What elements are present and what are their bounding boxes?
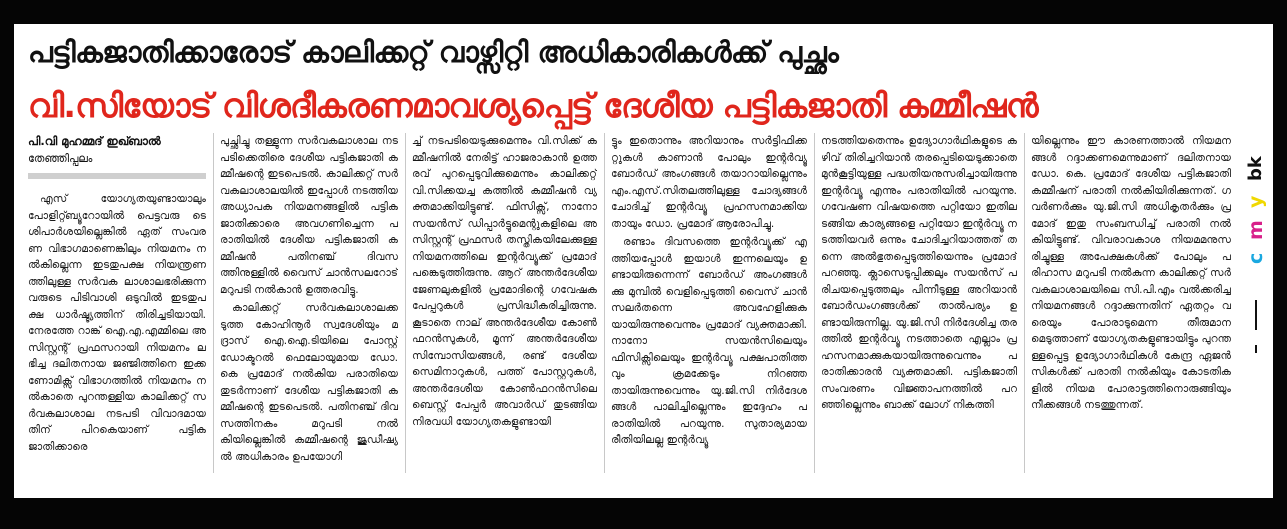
article-paragraph: എസ് യോഗ്യതയുണ്ടായാലും പോളിറ്റ്ബ്യൂറോയിൽ പെട്ടവരു ടെ ശിപാർശയില്ലെങ്കിൽ ഏത് സംവരണ വിഭാഗമാണെങ്കിലും നിയമനം നൽകില്ലെന്ന ഇടതുപക്ഷ നിയന്ത്രണത്തിലുള്ള സർവക ലാശാലഭരിക്കുന്നവരുടെ പിടിവാശി ഒടുവിൽ ഇടതുപക്ഷ ധാർഷ്ട്യത്തിന് തിരിച്ചടിയായി. നേരത്തേ റാങ്ക് ഐ.എ.എമ്മിലെ അസിസ്റ്റന്റ് പ്രഫസറായി നിയമനം ലഭിച്ച ദലിതനായ ജഞ്ജിത്തിനെ ഇക്കണോമിക്സ് വിഭാഗത്തിൽ നിയമനം നൽകാതെ പുറന്തള്ളിയ കാലിക്കറ്റ് സർവകലാശാല നടപടി വിവാദമായതിന് പിറകെയാണ് പട്ടിക ജാതിക്കാരെ	[28, 193, 206, 453]
headline-primary: പട്ടികജാതിക്കാരോട് കാലിക്കറ്റ് വാഴ്സിറ്റി അധികാരികൾക്ക് പുച്ഛം	[28, 35, 839, 69]
column-divider	[814, 133, 815, 473]
article-column-3	[412, 133, 597, 473]
byline-divider	[28, 173, 206, 179]
article-column-5	[821, 133, 1017, 473]
column-divider	[213, 133, 214, 473]
article-paragraph: കാലിക്കറ്റ് സർവകലാശാലക്കടുത്ത കോഹിനൂർ സ്വദേശിയും മദ്രാസ് ഐ.ഐ.ടിയിലെ പോസ്റ്റ് ഡോക്ടറൽ ഫെലോയുമായ ഡോ.കെ പ്രമോദ് നൽകിയ പരാതിയെ തുടർന്നാണ് ദേശീയ പട്ടികജാതി കമ്മീഷന്റെ ഇടപെടൽ. പതിനഞ്ച് ദിവസത്തിനകം മറുപടി നൽകിയില്ലെങ്കിൽ കമ്മീഷന്റെ ജുഡീഷ്യൽ അധികാരം ഉപയോഗി	[220, 302, 398, 463]
article-paragraph: ച്ച് നടപടിയെടുക്കുമെന്നും വി.സിക്ക് കമ്മീഷനിൽ നേരിട്ട് ഹാജരാകാൻ ഉത്തരവ് പുറപ്പെടുവിക്കുമെന്നും കാലിക്കറ്റ് വി.സിക്കയച്ച കത്തിൽ കമ്മീഷൻ വ്യക്തമാക്കിയിട്ടുണ്ട്. ഫിസിക്സ്, നാനോ സയൻസ് ഡിപ്പാർട്ടുമെന്റുകളിലെ അസിസ്റ്റന്റ് പ്രഫസർ തസ്തികയിലേക്കുള്ള നിയമനത്തിലെ ഇന്റർവ്യൂക്ക് പ്രമോദ് പങ്കെടുത്തിരുന്നു. ആറ് അന്തർദേശീയ ജേണലുകളിൽ പ്രമോദിന്റെ ഗവേഷക പേപ്പറുകൾ പ്രസിദ്ധീകരിച്ചിരുന്നു. കൂടാതെ നാല് അന്തർദേശീയ കോൺഫറൻസുകൾ, മൂന്ന് അന്തർദേശീയ സിമ്പോസിയങ്ങൾ, രണ്ട് ദേശീയ സെമിനാറുകൾ, പത്ത് പോസ്റ്ററുകൾ, അന്തർദേശീയ കോൺഫറൻസിലെ ബെസ്റ്റ് പേപ്പർ അവാർഡ് തുടങ്ങിയ നിരവധി യോഗ്യതകളുണ്ടായി	[412, 135, 597, 428]
print-mark-bk: bk	[1245, 156, 1266, 182]
headline-secondary: വി.സിയോട് വിശദീകരണമാവശ്യപ്പെട്ട് ദേശീയ പട്ടികജാതി കമ്മീഷൻ	[28, 86, 1038, 125]
article-paragraph: രണ്ടാം ദിവസത്തെ ഇന്റർവ്യൂക്ക് എത്തിയപ്പോൾ ഇയാൾ ഇന്നലെയും ഉണ്ടായിരുന്നെന്ന് ബോർഡ് അംഗങ്ങൾക്കു മുമ്പിൽ വെളിപ്പെടുത്തി വൈസ് ചാൻസലർതന്നെ അവഹേളിക്കുകയായിരുന്നുവെന്നും പ്രമോദ് വ്യക്തമാക്കി. നാനോ സയൻസിലെയും ഫിസിക്സിലെയും ഇന്റർവ്യൂ പക്ഷപാതിത്തവും ക്രമക്കേടും നിറഞ്ഞതായിരുന്നുവെന്നും യു.ജി.സി നിർദേശങ്ങൾ പാലിച്ചില്ലെന്നും ഇദ്ദേഹം പരാതിയിൽ പറയുന്നു. സുതാര്യമായ രീതിയിലല്ല ഇന്റർവ്യൂ	[611, 236, 807, 446]
byline-author: പി.വി മുഹമ്മദ് ഇഖ്ബാൽ	[28, 134, 161, 148]
article-paragraph: യില്ലെന്നും ഈ കാരണത്താൽ നിയമനങ്ങൾ റദ്ദാക്കണമെന്നുമാണ് ദലിതനായ ഡോ. കെ. പ്രമോദ് ദേശീയ പട്ടികജാതി കമ്മീഷന് പരാതി നൽകിയിരിക്കുന്നത്. ഗവർണർക്കും യു.ജി.സി അധികൃതർക്കും പ്രമോദ് ഇതു സംബന്ധിച്ച് പരാതി നൽകിയിട്ടുണ്ട്. വിവരാവകാശ നിയമമനുസരിച്ചുള്ള അപേക്ഷകൾക്ക് പോലും പരിഹാസ മറുപടി നൽകുന്ന കാലിക്കറ്റ് സർവകലാശാലയിലെ സി.പി.എം വൽക്കരിച്ച നിയമനങ്ങൾ റദ്ദാക്കുന്നതിന് ഏതറ്റം വരെയും പോരാടുമെന്ന തീരുമാനമെടുത്താണ് യോഗ്യതകളുണ്ടായിട്ടും പുറന്തള്ളപ്പെട്ട ഉദ്യോഗാർഥികൾ കേന്ദ്ര ഏജൻസികൾക്ക് പരാതി നൽകിയും കോടതികളിൽ നിയമ പോരാട്ടത്തിനൊരുങ്ങിയും നീക്കങ്ങൾ നടത്തുന്നത്.	[1031, 135, 1231, 411]
print-mark-m: m	[1245, 220, 1267, 240]
cmyk-marks	[1244, 155, 1268, 275]
column-divider	[1024, 133, 1025, 473]
article-column-6	[1031, 133, 1231, 473]
article-paragraph: പുച്ഛിച്ചു തള്ളുന്ന സർവകലാശാല നടപടിക്കെതിരെ ദേശീയ പട്ടികജാതി കമ്മീഷന്റെ ഇടപെടൽ. കാലിക്കറ്റ് സർവകലാശാലയിൽ ഇപ്പോൾ നടത്തിയ അധ്യാപക നിയമനങ്ങളിൽ പട്ടികജാതിക്കാരെ അവഗണിച്ചെന്ന പരാതിയിൽ ദേശീയ പട്ടികജാതി കമ്മീഷൻ പതിനഞ്ച് ദിവസത്തിനുള്ളിൽ വൈസ് ചാൻസലറോട് മറുപടി നൽകാൻ ഉത്തരവിട്ടു.	[220, 135, 398, 296]
article-paragraph: ട്ടും ഇതൊന്നും അറിയാനും സർട്ടിഫിക്കറ്റുകൾ കാണാൻ പോലും ഇന്റർവ്യൂ ബോർഡ് അംഗങ്ങൾ തയാറായില്ലെന്നും എം.എസ്.സിതലത്തിലുള്ള ചോദ്യങ്ങൾ ചോദിച്ച് ഇന്റർവ്യൂ പ്രഹസനമാക്കിയതായും ഡോ. പ്രമോദ് ആരോപിച്ചു.	[611, 135, 807, 230]
column-divider	[604, 133, 605, 473]
article-column-2	[220, 133, 398, 473]
article-column-1	[28, 133, 206, 473]
registration-line	[1255, 300, 1257, 330]
print-mark-c: c	[1245, 252, 1267, 264]
print-mark-y: y	[1245, 195, 1267, 209]
registration-line	[1255, 345, 1257, 353]
article-paragraph: നടത്തിയതെന്നും ഉദ്യോഗാർഥികളുടെ കഴിവ് തിരിച്ചറിയാൻ തരപ്പെടിയെടുക്കാതെ മുൻകൂട്ടിയുള്ള പദ്ധതിയനുസരിച്ചായിരുന്നു ഇന്റർവ്യൂ എന്നും പരാതിയിൽ പറയുന്നു. ഗവേഷണ വിഷയത്തെ പറ്റിയോ ഇതിലടങ്ങിയ കാര്യങ്ങളെ പറ്റിയോ ഇന്റർവ്യൂ നടത്തിയവർ ഒന്നും ചോദിച്ചറിയാത്തത് തന്നെ അൽഭുതപ്പെടുത്തിയെന്നും പ്രമോദ് പറഞ്ഞു. ക്ലാസെടുപ്പിക്കലും സയൻസ് പരിചയപ്പെടുത്തലും പിന്നീടുള്ള അറിയാൻ ബോർഡംഗങ്ങൾക്ക് താൽപര്യം ഉണ്ടായിരുന്നില്ല. യു.ജി.സി നിർദേശിച്ച തരത്തിൽ ഇന്റർവ്യൂ നടത്താതെ എല്ലാം പ്രഹസനമാക്കുകയായിരുന്നുവെന്നും പരാതിക്കാരൻ വ്യക്തമാക്കി. പട്ടികജാതി സംവരണം വിജ്ഞാപനത്തിൽ പറഞ്ഞില്ലെന്നും ബാക്ക് ലോഗ് നികത്തി	[821, 135, 1017, 411]
column-divider	[405, 133, 406, 473]
article-column-4	[611, 133, 807, 473]
byline-place: തേഞ്ഞിപ്പലം	[28, 152, 93, 165]
